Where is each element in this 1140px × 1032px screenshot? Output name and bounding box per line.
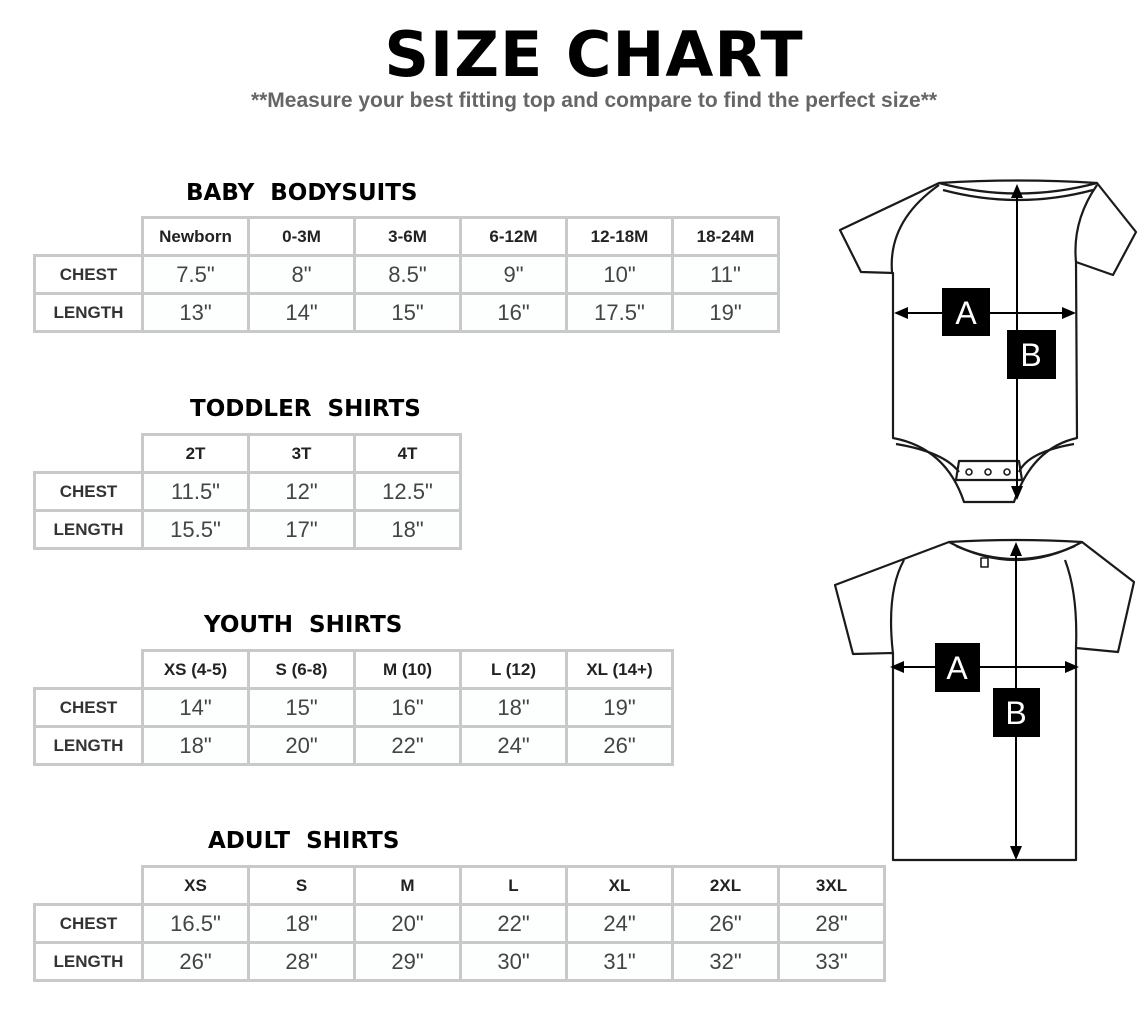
snap-button xyxy=(966,469,972,475)
table-row xyxy=(35,256,779,294)
label-b: B xyxy=(1020,337,1042,373)
size-header: XL xyxy=(567,867,673,905)
length-value: 20" xyxy=(249,727,355,765)
size-header: L xyxy=(461,867,567,905)
chest-row-label: CHEST xyxy=(35,473,143,511)
length-value: 24" xyxy=(461,727,567,765)
table-row xyxy=(35,511,461,549)
chest-value: 16" xyxy=(355,689,461,727)
table-row xyxy=(35,689,673,727)
length-value: 22" xyxy=(355,727,461,765)
size-header: 0-3M xyxy=(249,218,355,256)
size-header: 3XL xyxy=(779,867,885,905)
snap-button xyxy=(1004,469,1010,475)
page-title: SIZE CHART xyxy=(384,18,804,91)
table-row xyxy=(35,294,779,332)
size-header: 3-6M xyxy=(355,218,461,256)
length-value: 16" xyxy=(461,294,567,332)
size-header: S xyxy=(249,867,355,905)
chest-value: 14" xyxy=(143,689,249,727)
size-header: XS xyxy=(143,867,249,905)
length-row-label: LENGTH xyxy=(35,943,143,981)
baby-section-title: BABY BODYSUITS xyxy=(186,180,418,206)
chest-value: 15" xyxy=(249,689,355,727)
chest-value: 28" xyxy=(779,905,885,943)
length-value: 33" xyxy=(779,943,885,981)
table-header-row xyxy=(35,651,673,689)
length-value: 15.5" xyxy=(143,511,249,549)
table-row xyxy=(35,905,885,943)
label-a: A xyxy=(955,295,977,331)
size-header: 6-12M xyxy=(461,218,567,256)
chest-value: 7.5" xyxy=(143,256,249,294)
size-header: S (6-8) xyxy=(249,651,355,689)
chest-value: 9" xyxy=(461,256,567,294)
arrow-down-icon xyxy=(1010,846,1022,860)
tshirt-tag xyxy=(981,558,988,567)
bodysuit-right-sleeve-seam xyxy=(1075,185,1097,262)
chest-value: 11.5" xyxy=(143,473,249,511)
label-b: B xyxy=(1005,695,1027,731)
arrow-right-icon xyxy=(1062,307,1076,319)
youth-size-table xyxy=(33,649,674,766)
chest-row-label: CHEST xyxy=(35,905,143,943)
length-value: 32" xyxy=(673,943,779,981)
page-subtitle: **Measure your best fitting top and compare to find the perfect size** xyxy=(250,89,938,112)
label-a: A xyxy=(946,650,968,686)
size-header: Newborn xyxy=(143,218,249,256)
chest-value: 24" xyxy=(567,905,673,943)
tshirt-outline xyxy=(835,540,1134,860)
chest-value: 19" xyxy=(567,689,673,727)
length-row-label: LENGTH xyxy=(35,294,143,332)
length-value: 19" xyxy=(673,294,779,332)
table-row xyxy=(35,943,885,981)
arrow-left-icon xyxy=(894,307,908,319)
bodysuit-left-sleeve-seam xyxy=(892,185,939,272)
length-row-label: LENGTH xyxy=(35,511,143,549)
chest-value: 10" xyxy=(567,256,673,294)
table-corner xyxy=(35,435,143,473)
snap-button xyxy=(985,469,991,475)
length-value: 31" xyxy=(567,943,673,981)
chest-row-label: CHEST xyxy=(35,256,143,294)
toddler-size-table xyxy=(33,433,462,550)
bodysuit-measurement-diagram xyxy=(836,176,1140,512)
arrow-up-icon xyxy=(1011,184,1023,198)
arrow-down-icon xyxy=(1011,486,1023,500)
table-header-row xyxy=(35,867,885,905)
size-header: L (12) xyxy=(461,651,567,689)
size-header: 2T xyxy=(143,435,249,473)
length-value: 15" xyxy=(355,294,461,332)
length-value: 28" xyxy=(249,943,355,981)
table-corner xyxy=(35,651,143,689)
chest-value: 12" xyxy=(249,473,355,511)
chest-value: 20" xyxy=(355,905,461,943)
tshirt-measurement-diagram xyxy=(832,536,1138,866)
table-header-row xyxy=(35,435,461,473)
length-value: 17" xyxy=(249,511,355,549)
length-value: 26" xyxy=(143,943,249,981)
chest-value: 18" xyxy=(249,905,355,943)
chest-value: 26" xyxy=(673,905,779,943)
bodysuit-right-leg-trim xyxy=(1019,444,1074,472)
chest-row-label: CHEST xyxy=(35,689,143,727)
size-header: M (10) xyxy=(355,651,461,689)
chest-value: 8.5" xyxy=(355,256,461,294)
size-header: 2XL xyxy=(673,867,779,905)
size-header: XS (4-5) xyxy=(143,651,249,689)
table-header-row xyxy=(35,218,779,256)
arrow-up-icon xyxy=(1010,542,1022,556)
length-value: 18" xyxy=(143,727,249,765)
table-row xyxy=(35,727,673,765)
tshirt-left-sleeve-seam xyxy=(891,560,904,654)
chest-value: 22" xyxy=(461,905,567,943)
tshirt-right-sleeve-seam xyxy=(1065,560,1076,648)
adult-size-table xyxy=(33,865,886,982)
size-header: 4T xyxy=(355,435,461,473)
chest-value: 12.5" xyxy=(355,473,461,511)
chest-value: 11" xyxy=(673,256,779,294)
table-row xyxy=(35,473,461,511)
size-header: 18-24M xyxy=(673,218,779,256)
length-value: 30" xyxy=(461,943,567,981)
size-header: 12-18M xyxy=(567,218,673,256)
toddler-section-title: TODDLER SHIRTS xyxy=(190,396,421,422)
bodysuit-outline xyxy=(840,181,1136,503)
size-header: XL (14+) xyxy=(567,651,673,689)
length-row-label: LENGTH xyxy=(35,727,143,765)
length-value: 18" xyxy=(355,511,461,549)
table-corner xyxy=(35,867,143,905)
chest-value: 8" xyxy=(249,256,355,294)
baby-size-table xyxy=(33,216,780,333)
bodysuit-left-leg-trim xyxy=(896,444,959,472)
length-value: 26" xyxy=(567,727,673,765)
chest-value: 16.5" xyxy=(143,905,249,943)
size-header: M xyxy=(355,867,461,905)
length-value: 13" xyxy=(143,294,249,332)
table-corner xyxy=(35,218,143,256)
length-value: 29" xyxy=(355,943,461,981)
youth-section-title: YOUTH SHIRTS xyxy=(204,612,403,638)
length-value: 14" xyxy=(249,294,355,332)
size-header: 3T xyxy=(249,435,355,473)
adult-section-title: ADULT SHIRTS xyxy=(208,828,400,854)
chest-value: 18" xyxy=(461,689,567,727)
length-value: 17.5" xyxy=(567,294,673,332)
